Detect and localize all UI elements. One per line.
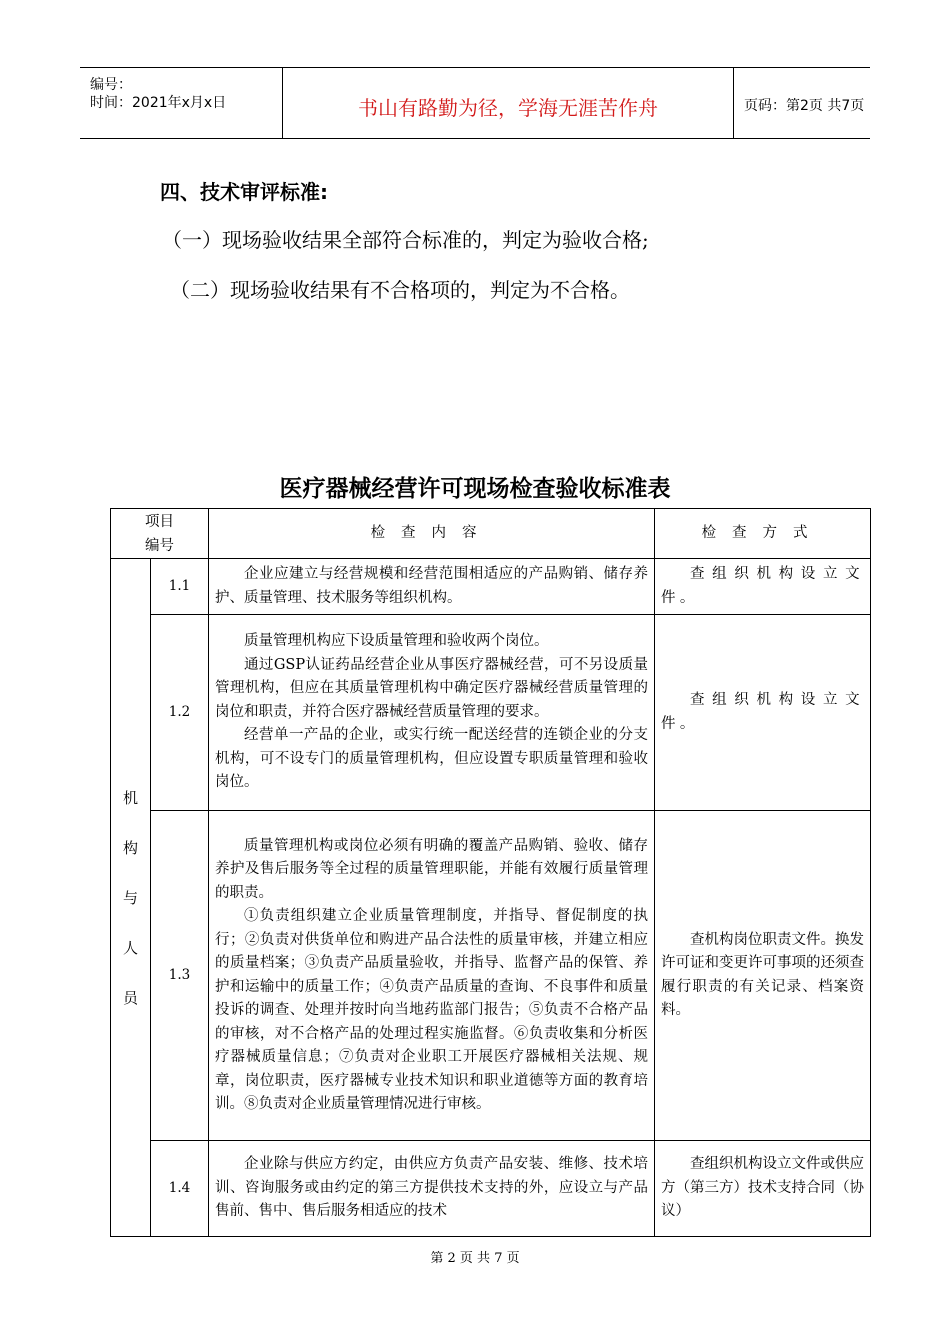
header-motto-cell: [282, 68, 734, 138]
method-header: 检查方式: [655, 509, 871, 559]
table-row: [111, 811, 871, 1141]
header-page-number: 页码：第2页 共7页: [744, 98, 865, 114]
category-cell: 机 构 与 人 员: [111, 559, 151, 1237]
criterion-fail: （二）现场验收结果有不合格项的，判定为不合格。: [170, 278, 630, 302]
check-content: 质量管理机构或岗位必须有明确的覆盖产品购销、验收、储存养护及售后服务等全过程的质量管理职能，并能有效履行质量管理的职责。 ①负责组织建立企业质量管理制度，并指导、督促制度的执行；②负责对供货单位和购进产品合法性的质量审核，并建立相应的质量档案；③负责产品质量验收，并指导、监督产品的保管、养护和运输中的质量工作；④负责产品质量的查询、不良事件和质量投诉的调查、处理并按时向当地药监部门报告；⑤负责不合格产品的审核，对不合格产品的处理过程实施监督。⑥负责收集和分析医疗器械质量信息；⑦负责对企业职工开展医疗器械相关法规、规章，岗位职责，医疗器械专业技术知识和职业道德等方面的教育培训。⑧负责对企业质量管理情况进行审核。: [209, 811, 655, 1141]
table-row: [111, 615, 871, 811]
check-method: 查组织机构设立文件。: [655, 559, 871, 615]
page-footer: 第 2 页 共 7 页: [430, 1251, 520, 1266]
check-content: 企业应建立与经营规模和经营范围相适应的产品购销、储存养护、质量管理、技术服务等组织机构。: [209, 559, 655, 615]
header-info-cell: [80, 68, 282, 138]
check-content: 质量管理机构应下设质量管理和验收两个岗位。 通过GSP认证药品经营企业从事医疗器械经营，可不另设质量管理机构，但应在其质量管理机构中确定医疗器械经营质量管理的岗位和职责，并符合医疗器械经营质量管理的要求。 经营单一产品的企业，或实行统一配送经营的连锁企业的分支机构，可不设专门的质量管理机构，但应设置专职质量管理和验收岗位。: [209, 615, 655, 811]
content-header: 检查内容: [209, 509, 655, 559]
page-header: [80, 67, 870, 139]
check-content: 企业除与供应方约定，由供应方负责产品安装、维修、技术培训、咨询服务或由约定的第三方提供技术支持的外，应设立与产品售前、售中、售后服务相适应的技术: [209, 1141, 655, 1237]
header-page-cell: [734, 68, 870, 138]
table-row: [111, 1141, 871, 1237]
table-header-row: [111, 509, 871, 559]
table-row: [111, 559, 871, 615]
item-number-header: 项目 编号: [111, 509, 209, 559]
section-title: 四、技术审评标准:: [160, 180, 328, 204]
table-title: 医疗器械经营许可现场检查验收标准表: [279, 475, 671, 502]
item-number: 1.1: [151, 559, 209, 615]
item-number: 1.3: [151, 811, 209, 1141]
criterion-pass: （一）现场验收结果全部符合标准的，判定为验收合格;: [162, 228, 649, 252]
check-method: 查组织机构设立文件或供应方（第三方）技术支持合同（协议）: [655, 1141, 871, 1237]
item-number: 1.4: [151, 1141, 209, 1237]
item-number: 1.2: [151, 615, 209, 811]
check-method: 查组织机构设立文件。: [655, 615, 871, 811]
document-number: 编号：: [90, 77, 132, 93]
header-motto: 书山有路勤为径，学海无涯苦作舟: [358, 96, 658, 120]
inspection-table: [110, 508, 870, 1237]
check-method: 查机构岗位职责文件。换发许可证和变更许可事项的还须查履行职责的有关记录、档案资料。: [655, 811, 871, 1141]
document-date: 时间：2021年x月x日: [90, 95, 227, 111]
